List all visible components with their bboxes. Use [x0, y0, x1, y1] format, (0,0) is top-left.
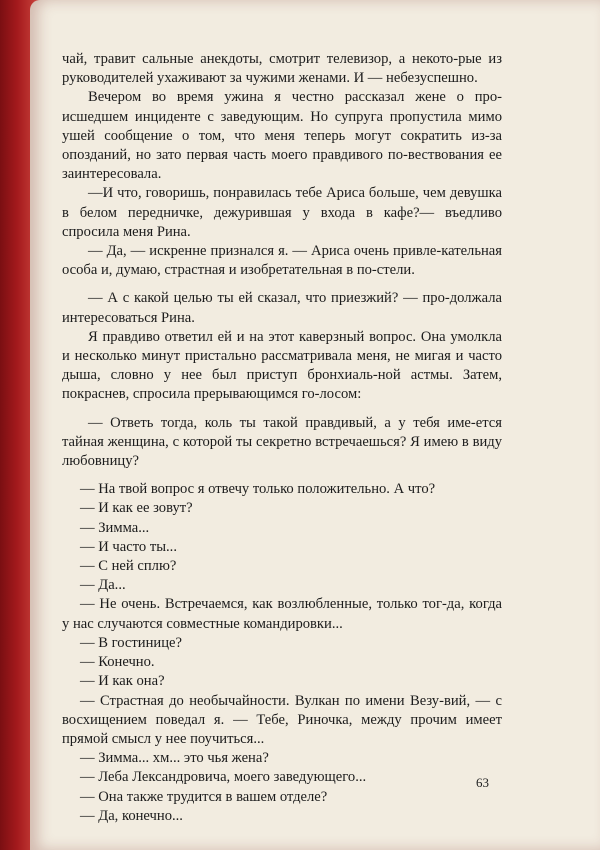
dialogue-line: — Не очень. Встречаемся, как возлюбленные, только тог-да, когда у нас случаются совместные командировки...	[62, 596, 502, 632]
paragraph: — Ответь тогда, коль ты такой правдивый, а у тебя име-ется тайная женщина, с которой ты секретно встречаешься? Я имею в виду любовницу?	[62, 414, 502, 470]
dialogue-line: — И часто ты...	[80, 538, 177, 555]
dialogue-block	[62, 480, 502, 826]
paragraph: Вечером во время ужина я честно рассказал жене о про-исшедшем инциденте с заведующим. Но супруга пропустила мимо ушей сообщение о том, что меня теперь могут сократить из-за опозданий, но зато первая часть моего правдивого по-вествования ее заинтересовала.	[62, 89, 502, 183]
dialogue-line: — С ней сплю?	[80, 558, 177, 575]
dialogue-line: — И как ее зовут?	[80, 500, 193, 517]
dialogue-line: — Она также трудится в вашем отделе?	[80, 788, 328, 805]
dialogue-line: — На твой вопрос я отвечу только положительно. А что?	[80, 481, 436, 498]
dialogue-line: — Зимма... хм... это чья жена?	[80, 750, 269, 767]
dialogue-line: — В гостинице?	[80, 634, 182, 651]
paragraph: —И что, говоришь, понравилась тебе Ариса больше, чем девушка в белом передничке, дежурившая у входа в кафе?— въедливо спросила меня Рина.	[62, 185, 502, 240]
page-text	[62, 50, 502, 826]
dialogue-line: — Страстная до необычайности. Вулкан по имени Везу-вий, — с восхищением поведал я. — Тебе, Риночка, между прочим имеет прямой смысл у нее поучиться...	[62, 692, 502, 747]
dialogue-line: — И как она?	[80, 673, 165, 690]
dialogue-line: — Да...	[80, 577, 126, 594]
dialogue-line: — Леба Лександровича, моего заведующего...	[80, 769, 367, 786]
paragraph: — А с какой целью ты ей сказал, что приезжий? — про-должала интересоваться Рина.	[62, 290, 502, 326]
dialogue-line: — Конечно.	[80, 654, 155, 671]
paragraph: Я правдиво ответил ей и на этот каверзный вопрос. Она умолкла и несколько минут пристально рассматривала меня, не мигая и часто дыша, словно у нее был приступ бронхиаль-ной астмы. Затем, покраснев, спросила прерывающимся го-лосом:	[62, 328, 502, 403]
dialogue-line: — Да, конечно...	[80, 807, 183, 824]
paragraph: — Да, — искренне признался я. — Ариса очень привле-кательная особа и, думаю, страстная и изобретательная в по-стели.	[62, 243, 502, 279]
paragraph: чай, травит сальные анекдоты, смотрит телевизор, а некото-рые из руководителей ухаживают за чужими женами. И — небезуспешно.	[62, 51, 502, 87]
page-number: 63	[476, 775, 489, 790]
dialogue-line: — Зимма...	[80, 519, 150, 536]
